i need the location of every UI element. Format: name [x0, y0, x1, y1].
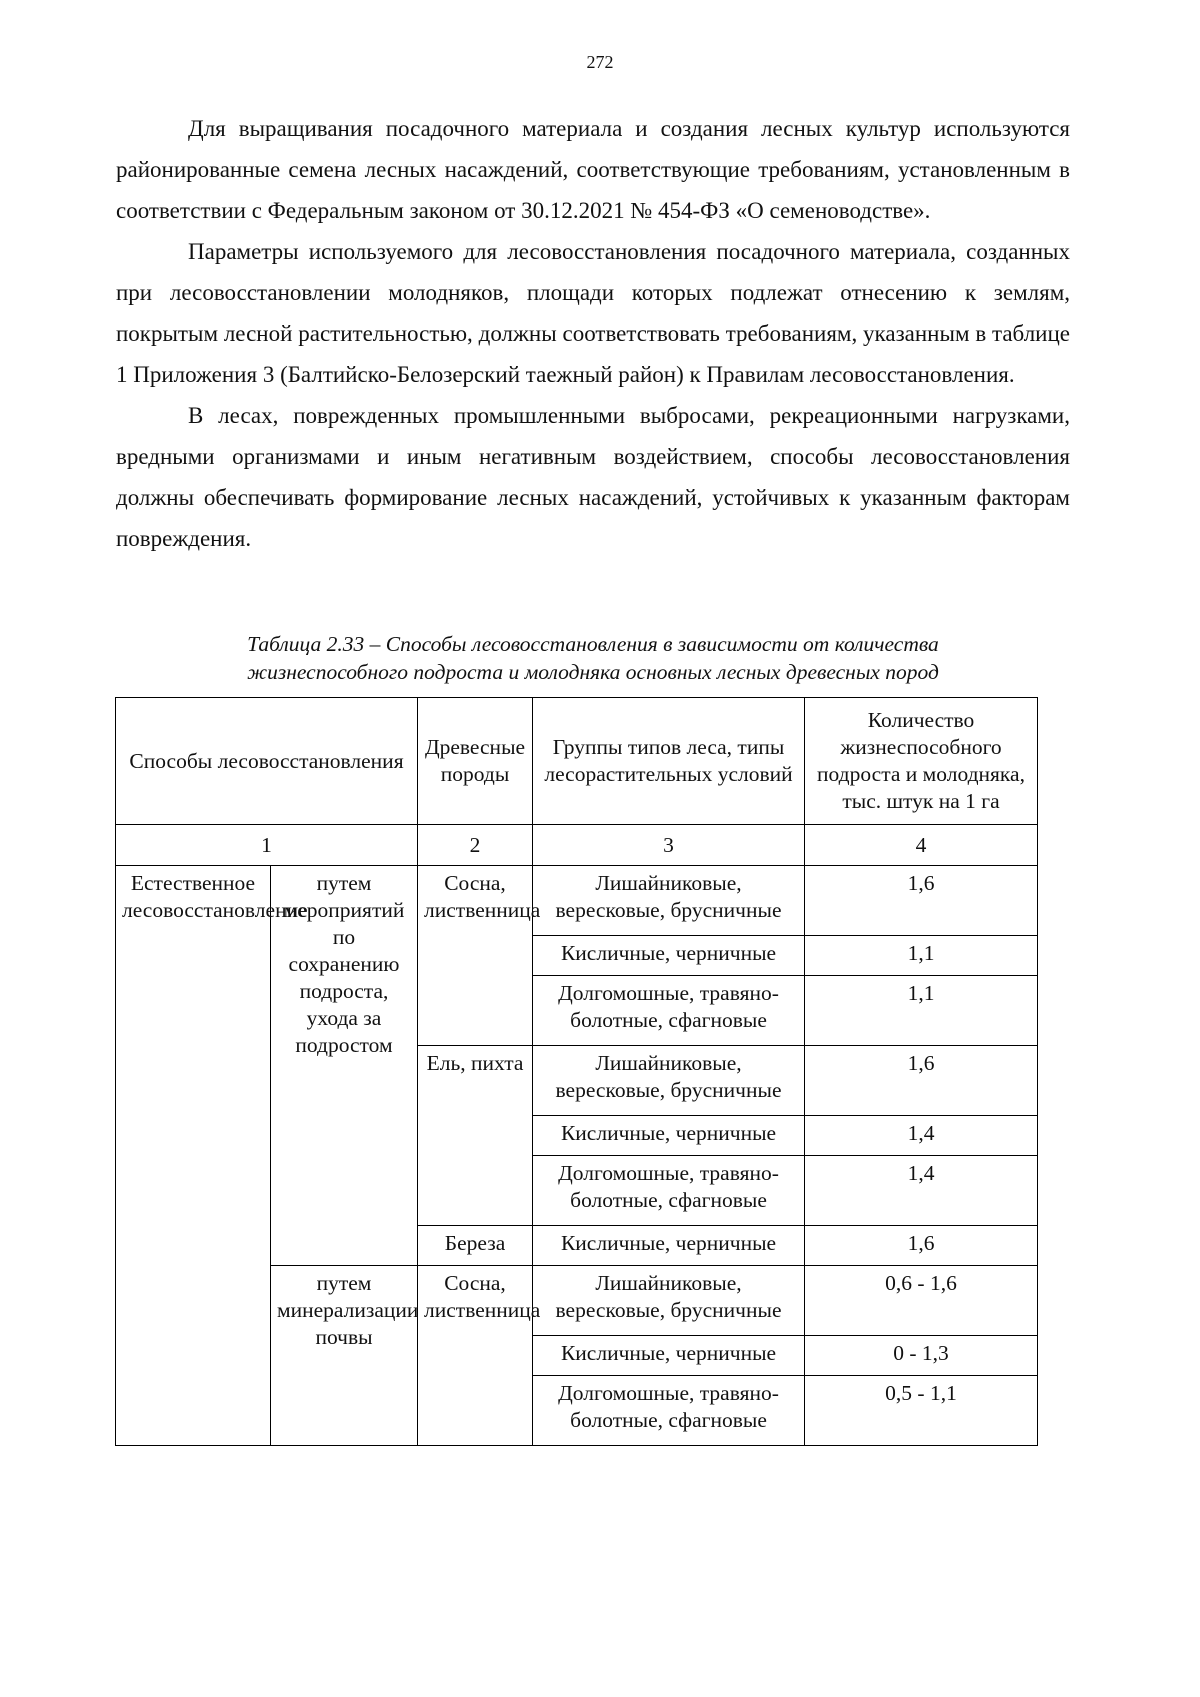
paragraph: В лесах, поврежденных промышленными выбросами, рекреационными нагрузками, вредными организмами и иным негативным воздействием, способы лесовосстановления должны обеспечивать формирование лесных насаждений, устойчивых к указанным факторам повреждения. [116, 403, 1070, 551]
page-number: 272 [586, 52, 614, 72]
species-cell: Сосна, лиственница [418, 1266, 533, 1446]
forest-type-cell: Долгомошные, травяно-болотные, сфагновые [533, 1156, 805, 1226]
value-cell: 1,6 [805, 866, 1038, 936]
forest-type-cell: Кисличные, черничные [533, 936, 805, 976]
value-cell: 1,1 [805, 976, 1038, 1046]
paragraph: Параметры используемого для лесовосстановления посадочного материала, созданных при лесовосстановлении молодняков, площади которых подлежат отнесению к землям, покрытым лесной растительностью, должны соответствовать требованиям, указанным в таблице 1 Приложения 3 (Балтийско-Белозерский таежный район) к Правилам лесовосстановления. [116, 239, 1070, 387]
value-cell: 1,6 [805, 1046, 1038, 1116]
submethod-cell: путем минерализации почвы [271, 1266, 418, 1446]
forest-type-cell: Лишайниковые, вересковые, брусничные [533, 1046, 805, 1116]
column-number: 2 [418, 825, 533, 866]
header-quantity: Количество жизнеспособного подроста и молодняка, тыс. штук на 1 га [805, 698, 1038, 825]
body-text [116, 108, 1070, 559]
header-forest-types: Группы типов леса, типы лесорастительных условий [533, 698, 805, 825]
column-number: 4 [805, 825, 1038, 866]
value-cell: 0,5 - 1,1 [805, 1376, 1038, 1446]
reforestation-table [115, 697, 1038, 1446]
table-caption [116, 630, 1070, 686]
value-cell: 1,4 [805, 1116, 1038, 1156]
header-species: Древесные породы [418, 698, 533, 825]
forest-type-cell: Долгомошные, травяно-болотные, сфагновые [533, 976, 805, 1046]
table-caption-line: Таблица 2.33 – Способы лесовосстановления в зависимости от количества [247, 632, 939, 656]
forest-type-cell: Кисличные, черничные [533, 1336, 805, 1376]
table-row [116, 866, 1038, 936]
forest-type-cell: Кисличные, черничные [533, 1116, 805, 1156]
forest-type-cell: Кисличные, черничные [533, 1226, 805, 1266]
forest-type-cell: Лишайниковые, вересковые, брусничные [533, 1266, 805, 1336]
table-header-row [116, 698, 1038, 825]
column-number-row [116, 825, 1038, 866]
submethod-cell: путем мероприятий по сохранению подроста, ухода за подростом [271, 866, 418, 1266]
paragraph: Для выращивания посадочного материала и создания лесных культур используются районированные семена лесных насаждений, соответствующие требованиям, установленным в соответствии с Федеральным законом от 30.12.2021 № 454-ФЗ «О семеноводстве». [116, 116, 1070, 223]
method-cell: Естественное лесовосстановление [116, 866, 271, 1446]
table-caption-line: жизнеспособного подроста и молодняка основных лесных древесных пород [247, 660, 939, 684]
column-number: 1 [116, 825, 418, 866]
forest-type-cell: Долгомошные, травяно-болотные, сфагновые [533, 1376, 805, 1446]
value-cell: 0,6 - 1,6 [805, 1266, 1038, 1336]
species-cell: Береза [418, 1226, 533, 1266]
value-cell: 1,1 [805, 936, 1038, 976]
species-cell: Ель, пихта [418, 1046, 533, 1226]
value-cell: 1,4 [805, 1156, 1038, 1226]
forest-type-cell: Лишайниковые, вересковые, брусничные [533, 866, 805, 936]
value-cell: 0 - 1,3 [805, 1336, 1038, 1376]
species-cell: Сосна, лиственница [418, 866, 533, 1046]
value-cell: 1,6 [805, 1226, 1038, 1266]
header-methods: Способы лесовосстановления [116, 698, 418, 825]
column-number: 3 [533, 825, 805, 866]
